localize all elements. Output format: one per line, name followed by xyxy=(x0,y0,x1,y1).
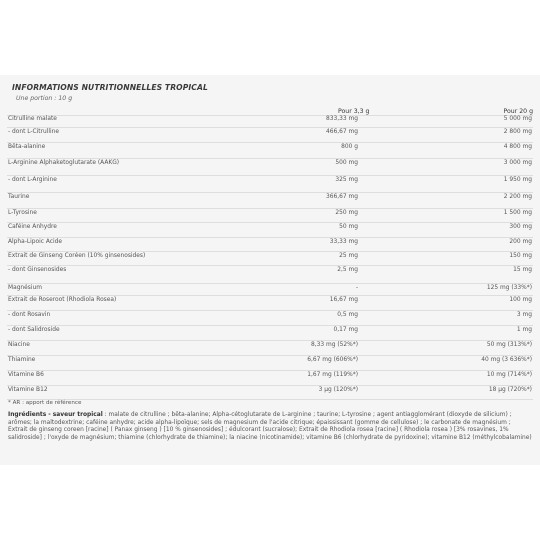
row-divider xyxy=(7,251,533,252)
row-value-per-3-3g: 33,33 mg xyxy=(329,239,358,245)
row-value-per-20g: 150 mg xyxy=(509,253,532,259)
row-name: - dont Ginsenosides xyxy=(8,267,67,273)
serving-size: Une portion : 10 g xyxy=(16,95,73,102)
row-name: - dont Rosavin xyxy=(8,312,51,318)
ingredients-text xyxy=(8,412,532,442)
row-divider xyxy=(7,208,533,209)
row-value-per-20g: 50 mg (313%*) xyxy=(486,342,532,348)
ingredients-label: Ingrédients - saveur tropical xyxy=(8,412,103,418)
nutrition-title: INFORMATIONS NUTRITIONNELLES TROPICAL xyxy=(12,83,208,92)
row-value-per-20g: 10 mg (714%*) xyxy=(486,372,532,378)
row-name: L-Tyrosine xyxy=(8,210,37,216)
row-divider xyxy=(7,175,533,176)
column-header-per-20g: Pour 20 g xyxy=(503,108,533,115)
table-top-divider xyxy=(7,115,533,116)
row-name: Taurine xyxy=(8,194,30,200)
row-value-per-20g: 4 800 mg xyxy=(503,144,532,150)
row-value-per-3-3g: 500 mg xyxy=(335,160,358,166)
row-divider xyxy=(7,265,533,266)
row-name: Alpha-Lipoic Acide xyxy=(8,239,63,245)
row-value-per-20g: 5 000 mg xyxy=(503,116,532,122)
row-divider xyxy=(7,222,533,223)
row-name: Citrulline malate xyxy=(8,116,57,122)
row-divider xyxy=(7,385,533,386)
row-divider xyxy=(7,399,533,400)
row-value-per-3-3g: 3 µg (120%*) xyxy=(318,387,358,393)
row-value-per-3-3g: - xyxy=(355,285,358,291)
row-value-per-20g: 3 mg xyxy=(516,312,532,318)
row-value-per-3-3g: 0,17 mg xyxy=(333,327,358,333)
row-value-per-3-3g: 1,67 mg (119%*) xyxy=(307,372,358,378)
row-name: - dont L-Arginine xyxy=(8,177,57,183)
row-value-per-3-3g: 466,67 mg xyxy=(326,129,358,135)
row-divider xyxy=(7,355,533,356)
row-name: Vitamine B6 xyxy=(8,372,44,378)
row-divider xyxy=(7,310,533,311)
row-divider xyxy=(7,237,533,238)
row-name: Caféine Anhydre xyxy=(8,224,57,230)
row-value-per-20g: 1 500 mg xyxy=(503,210,532,216)
row-value-per-3-3g: 2,5 mg xyxy=(337,267,358,273)
row-name: Vitamine B12 xyxy=(8,387,48,393)
row-value-per-3-3g: 8,33 mg (52%*) xyxy=(311,342,358,348)
row-value-per-3-3g: 366,67 mg xyxy=(326,194,358,200)
row-value-per-20g: 1 mg xyxy=(516,327,532,333)
row-value-per-20g: 15 mg xyxy=(513,267,532,273)
row-divider xyxy=(7,142,533,143)
row-value-per-3-3g: 325 mg xyxy=(335,177,358,183)
row-divider xyxy=(7,370,533,371)
row-name: Extrait de Ginseng Coréen (10% ginsenosides) xyxy=(8,253,146,259)
ingredients-list: : malate de citrulline ; bêta-alanine; Alpha-cétoglutarate de L-arginine ; taurine; L-tyrosine ; agent antiagglomérant (dioxyde de silicium) ; arômes; la maltodextrine; caféine anhydre; acide alpha-lipoïque; sels de magnesium de l'acide citrique; épaississant (gomme de cellulose) ; le carbonate de magnésium ; Extrait de ginseng coreen [racine] ( Panax ginseng ) [10 % ginsenosides] ; édulcorant (sucralose); Extrait de Rhodiola rosea [racine] ( Rhodiola rosea ) [3% rosavines, 1% salidroside] ; l'oxyde de magnésium; thiamine (chlorhydrate de thiamine); la niacine (nicotinamide); vitamine B6 (chlorhydrate de pyridoxine); vitamine B12 (méthylcobalamine) xyxy=(8,412,532,441)
row-value-per-3-3g: 25 mg xyxy=(339,253,358,259)
row-value-per-20g: 125 mg (33%*) xyxy=(486,285,532,291)
row-divider xyxy=(7,192,533,193)
row-value-per-3-3g: 800 g xyxy=(341,144,358,150)
row-divider xyxy=(7,127,533,128)
row-value-per-3-3g: 250 mg xyxy=(335,210,358,216)
row-value-per-3-3g: 0,5 mg xyxy=(337,312,358,318)
row-name: Bêta-alanine xyxy=(8,144,46,150)
row-divider xyxy=(7,340,533,341)
column-header-per-3-3g: Pour 3,3 g xyxy=(338,108,370,115)
row-divider xyxy=(7,283,533,284)
row-value-per-3-3g: 50 mg xyxy=(339,224,358,230)
row-name: Magnésium xyxy=(8,285,42,291)
row-divider xyxy=(7,158,533,159)
row-name: Extrait de Roseroot (Rhodiola Rosea) xyxy=(8,297,117,303)
row-name: Thiamine xyxy=(8,357,36,363)
row-value-per-3-3g: 6,67 mg (606%*) xyxy=(307,357,358,363)
row-value-per-3-3g: 833,33 mg xyxy=(326,116,358,122)
row-value-per-20g: 1 950 mg xyxy=(503,177,532,183)
row-value-per-20g: 3 000 mg xyxy=(503,160,532,166)
row-divider xyxy=(7,325,533,326)
row-value-per-20g: 2 800 mg xyxy=(503,129,532,135)
row-name: Niacine xyxy=(8,342,30,348)
row-name: - dont L-Citrulline xyxy=(8,129,60,135)
row-name: - dont Salidroside xyxy=(8,327,60,333)
row-value-per-20g: 100 mg xyxy=(509,297,532,303)
row-divider xyxy=(7,295,533,296)
row-value-per-20g: 200 mg xyxy=(509,239,532,245)
row-value-per-3-3g: 16,67 mg xyxy=(329,297,358,303)
row-value-per-20g: 40 mg (3 636%*) xyxy=(481,357,532,363)
row-value-per-20g: 2 200 mg xyxy=(503,194,532,200)
row-value-per-20g: 300 mg xyxy=(509,224,532,230)
row-name: L-Arginine Alphaketoglutarate (AAKG) xyxy=(8,160,120,166)
row-value-per-20g: 18 µg (720%*) xyxy=(488,387,532,393)
reference-footnote: * AR : apport de référence xyxy=(8,400,82,406)
